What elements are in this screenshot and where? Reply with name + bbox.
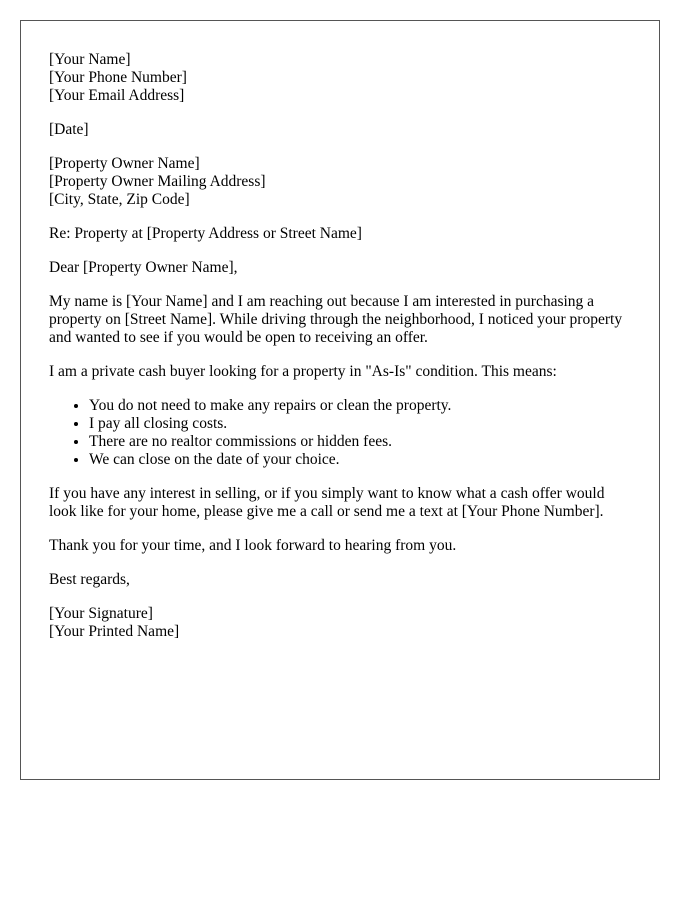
- benefits-list: [49, 397, 631, 469]
- list-item: • We can close on the date of your choice.: [89, 451, 631, 469]
- recipient-block: [49, 155, 631, 209]
- recipient-name: [Property Owner Name]: [49, 155, 200, 172]
- buyer-paragraph: I am a private cash buyer looking for a property in "As-Is" condition. This means:: [49, 363, 557, 380]
- sender-block: [49, 51, 631, 105]
- intro-paragraph: My name is [Your Name] and I am reaching out because I am interested in purchasing a property on [Street Name]. While driving through the neighborhood, I noticed your property and wanted to see if you would be open to receiving an offer.: [49, 293, 623, 346]
- subject-line: Re: Property at [Property Address or Street Name]: [49, 225, 362, 242]
- sender-phone: [Your Phone Number]: [49, 69, 187, 86]
- closing-line: Best regards,: [49, 571, 130, 588]
- printed-name-line: [Your Printed Name]: [49, 623, 180, 640]
- list-item: • You do not need to make any repairs or clean the property.: [89, 397, 631, 415]
- list-item: • There are no realtor commissions or hidden fees.: [89, 433, 631, 451]
- list-item: • I pay all closing costs.: [89, 415, 631, 433]
- sender-name: [Your Name]: [49, 51, 131, 68]
- sender-email: [Your Email Address]: [49, 87, 185, 104]
- date-block: [49, 121, 631, 139]
- salutation: Dear [Property Owner Name],: [49, 259, 238, 276]
- letter-date: [Date]: [49, 121, 89, 138]
- signature-block: [49, 605, 631, 641]
- interest-paragraph: If you have any interest in selling, or if you simply want to know what a cash offer would look like for your home, please give me a call or send me a text at [Your Phone Number].: [49, 485, 605, 520]
- thanks-paragraph: Thank you for your time, and I look forward to hearing from you.: [49, 537, 457, 554]
- letter-page: [20, 20, 660, 780]
- recipient-address: [Property Owner Mailing Address]: [49, 173, 266, 190]
- recipient-city-state-zip: [City, State, Zip Code]: [49, 191, 190, 208]
- signature-line: [Your Signature]: [49, 605, 153, 622]
